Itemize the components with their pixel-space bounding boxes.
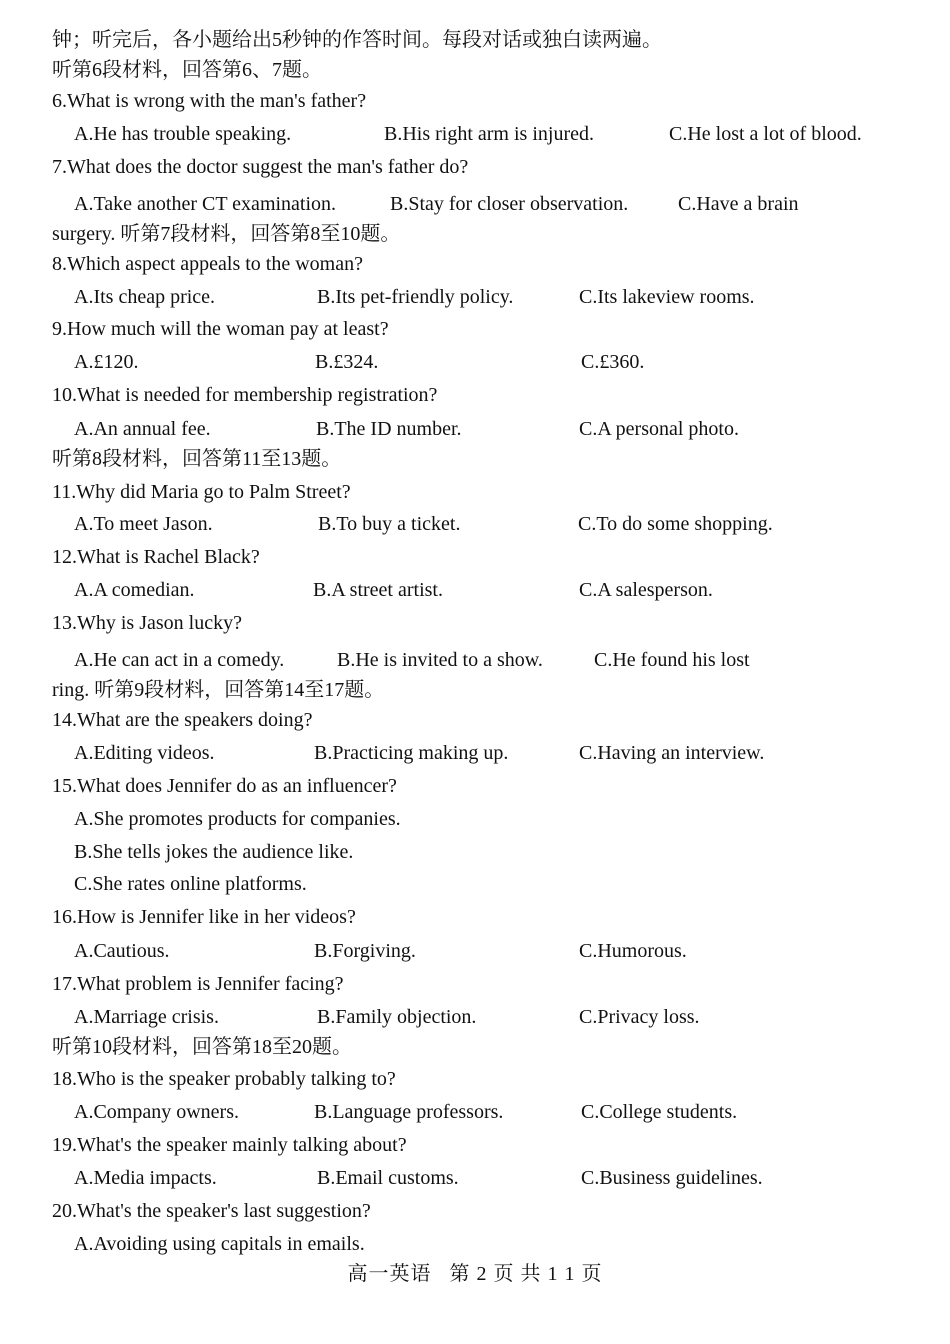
- question-16: 16.How is Jennifer like in her videos?: [52, 906, 356, 928]
- q6-option-b: B.His right arm is injured.: [384, 123, 594, 145]
- q10-option-b: B.The ID number.: [316, 418, 462, 440]
- question-20: 20.What's the speaker's last suggestion?: [52, 1200, 371, 1222]
- q13-option-a: A.He can act in a comedy.: [74, 649, 285, 671]
- q20-option-a: A.Avoiding using capitals in emails.: [74, 1233, 365, 1255]
- q9-option-b: B.£324.: [315, 351, 379, 373]
- q11-option-c: C.To do some shopping.: [578, 513, 773, 535]
- q6-option-c: C.He lost a lot of blood.: [669, 123, 862, 145]
- question-8: 8.Which aspect appeals to the woman?: [52, 253, 363, 275]
- question-18: 18.Who is the speaker probably talking to?: [52, 1068, 396, 1090]
- q13-option-b: B.He is invited to a show.: [337, 649, 543, 671]
- q8-option-b: B.Its pet-friendly policy.: [317, 286, 514, 308]
- q15-option-a: A.She promotes products for companies.: [74, 808, 401, 830]
- question-10: 10.What is needed for membership registration?: [52, 384, 438, 406]
- question-14: 14.What are the speakers doing?: [52, 709, 313, 731]
- q17-option-a: A.Marriage crisis.: [74, 1006, 219, 1028]
- footer-page-number: 第 2 页 共 1 1 页: [449, 1263, 603, 1285]
- q12-option-b: B.A street artist.: [313, 579, 443, 601]
- q8-option-a: A.Its cheap price.: [74, 286, 216, 308]
- q12-option-a: A.A comedian.: [74, 579, 195, 601]
- q16-option-a: A.Cautious.: [74, 940, 170, 962]
- footer-subject: 高一英语: [347, 1263, 432, 1285]
- q7-option-b: B.Stay for closer observation.: [390, 193, 629, 215]
- section-heading: 听第10段材料，回答第18至20题。: [52, 1036, 352, 1058]
- question-13: 13.Why is Jason lucky?: [52, 612, 242, 634]
- q14-option-c: C.Having an interview.: [579, 742, 765, 764]
- q14-option-a: A.Editing videos.: [74, 742, 215, 764]
- q9-option-c: C.£360.: [581, 351, 645, 373]
- q12-option-c: C.A salesperson.: [579, 579, 713, 601]
- q14-option-b: B.Practicing making up.: [314, 742, 509, 764]
- question-15: 15.What does Jennifer do as an influencer?: [52, 775, 397, 797]
- q9-option-a: A.£120.: [74, 351, 139, 373]
- q15-option-b: B.She tells jokes the audience like.: [74, 841, 354, 863]
- q7-option-a: A.Take another CT examination.: [74, 193, 337, 215]
- q17-option-b: B.Family objection.: [317, 1006, 477, 1028]
- q16-option-c: C.Humorous.: [579, 940, 687, 962]
- q18-option-b: B.Language professors.: [314, 1101, 504, 1123]
- q7-continuation: surgery. 听第7段材料，回答第8至10题。: [52, 223, 401, 245]
- question-6: 6.What is wrong with the man's father?: [52, 90, 367, 112]
- q10-option-c: C.A personal photo.: [579, 418, 739, 440]
- question-12: 12.What is Rachel Black?: [52, 546, 260, 568]
- section-heading: 听第6段材料，回答第6、7题。: [52, 59, 322, 81]
- q16-option-b: B.Forgiving.: [314, 940, 416, 962]
- q7-option-c: C.Have a brain: [678, 193, 799, 215]
- question-9: 9.How much will the woman pay at least?: [52, 318, 389, 340]
- q19-option-b: B.Email customs.: [317, 1167, 459, 1189]
- q19-option-c: C.Business guidelines.: [581, 1167, 763, 1189]
- q6-option-a: A.He has trouble speaking.: [74, 123, 292, 145]
- instruction-line: 钟；听完后，各小题给出5秒钟的作答时间。每段对话或独白读两遍。: [52, 29, 662, 51]
- q11-option-b: B.To buy a ticket.: [318, 513, 461, 535]
- q8-option-c: C.Its lakeview rooms.: [579, 286, 755, 308]
- q13-option-c: C.He found his lost: [594, 649, 750, 671]
- question-19: 19.What's the speaker mainly talking about?: [52, 1134, 407, 1156]
- question-11: 11.Why did Maria go to Palm Street?: [52, 481, 351, 503]
- section-heading: 听第8段材料，回答第11至13题。: [52, 448, 342, 470]
- q13-continuation: ring. 听第9段材料，回答第14至17题。: [52, 679, 385, 701]
- q15-option-c: C.She rates online platforms.: [74, 873, 307, 895]
- q11-option-a: A.To meet Jason.: [74, 513, 213, 535]
- question-7: 7.What does the doctor suggest the man's father do?: [52, 156, 469, 178]
- q18-option-a: A.Company owners.: [74, 1101, 239, 1123]
- q17-option-c: C.Privacy loss.: [579, 1006, 700, 1028]
- q10-option-a: A.An annual fee.: [74, 418, 211, 440]
- question-17: 17.What problem is Jennifer facing?: [52, 973, 344, 995]
- q18-option-c: C.College students.: [581, 1101, 738, 1123]
- page-footer: [0, 1262, 950, 1286]
- q19-option-a: A.Media impacts.: [74, 1167, 217, 1189]
